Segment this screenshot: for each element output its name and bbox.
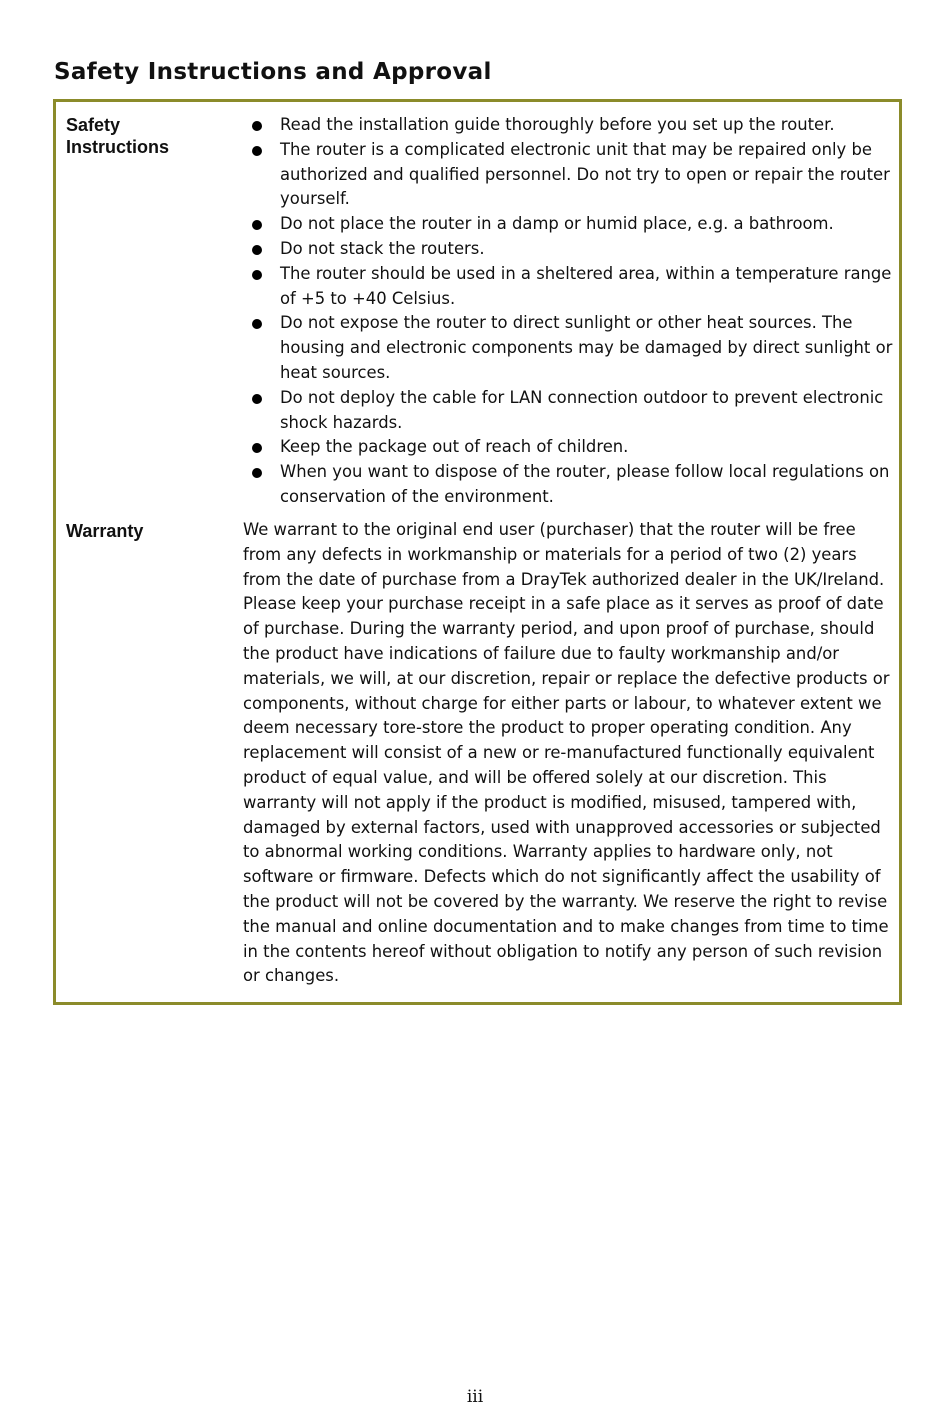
safety-instruction-item <box>243 460 893 510</box>
warranty-label: Warranty <box>66 521 144 541</box>
page-heading: Safety Instructions and Approval <box>54 59 492 85</box>
safety-instruction-text: Read the installation guide thoroughly before you set up the router. <box>280 115 835 134</box>
safety-instruction-text: When you want to dispose of the router, please follow local regulations on conservation of the environment. <box>280 462 890 506</box>
bullet-icon <box>252 220 262 230</box>
bullet-icon <box>252 270 262 280</box>
safety-instruction-text: Do not expose the router to direct sunlight or other heat sources. The housing and electronic components may be damaged by direct sunlight or heat sources. <box>280 313 893 382</box>
safety-instruction-text: Do not place the router in a damp or humid place, e.g. a bathroom. <box>280 214 834 234</box>
bullet-icon <box>252 394 262 404</box>
safety-instruction-text: Keep the package out of reach of children. <box>280 437 629 457</box>
safety-instruction-item <box>243 435 893 460</box>
safety-instruction-item <box>243 262 893 312</box>
safety-instruction-text: Do not deploy the cable for LAN connection outdoor to prevent electronic shock hazards. <box>280 387 884 432</box>
safety-instruction-text: The router is a complicated electronic unit that may be repaired only be authorized and qualified personnel. Do not try to open or repair the router yourself. <box>280 139 890 209</box>
safety-instruction-text: The router should be used in a sheltered area, within a temperature range of +5 to +40 Celsius. <box>280 263 892 308</box>
bullet-icon <box>252 443 262 453</box>
bullet-icon <box>252 245 262 255</box>
bullet-icon <box>252 468 262 478</box>
bullet-icon <box>252 319 262 329</box>
safety-instructions-label: Safety Instructions <box>66 115 170 157</box>
warranty-text: We warrant to the original end user (purchaser) that the router will be free from any defects in workmanship or materials for a period of two (2) years from the date of purchase from a DrayTek authorized dealer in the UK/Ireland. Please keep your purchase receipt in a safe place as it serves as proof of date of purchase. During the warranty period, and upon proof of purchase, should the product have indications of failure due to faulty workmanship and/or materials, we will, at our discretion, repair or replace the defective products or components, without charge for either parts or labour, to whatever extent we deem necessary tore-store the product to proper operating condition. Any replacement will consist of a new or re-manufactured functionally equivalent product of equal value, and will be offered solely at our discretion. This warranty will not apply if the product is modified, misused, tampered with, damaged by external factors, used with unapproved accessories or subjected to abnormal working conditions. Warranty applies to hardware only, not software or firmware. Defects which do not significantly affect the usability of the product will not be covered by the warranty. We reserve the right to revise the manual and online documentation and to make changes from time to time in the contents hereof without obligation to notify any person of such revision or changes. <box>243 520 890 986</box>
safety-instructions-list <box>243 113 893 510</box>
safety-approval-table <box>53 99 902 1005</box>
safety-instruction-item <box>243 311 893 385</box>
safety-instruction-item <box>243 113 893 138</box>
safety-instruction-text: Do not stack the routers. <box>280 238 485 258</box>
safety-instruction-item <box>243 237 893 262</box>
bullet-icon <box>252 146 262 156</box>
page-number: iii <box>466 1387 484 1407</box>
safety-instruction-item <box>243 212 893 237</box>
bullet-icon <box>252 121 262 131</box>
safety-instruction-item <box>243 138 893 212</box>
safety-instruction-item <box>243 386 893 436</box>
